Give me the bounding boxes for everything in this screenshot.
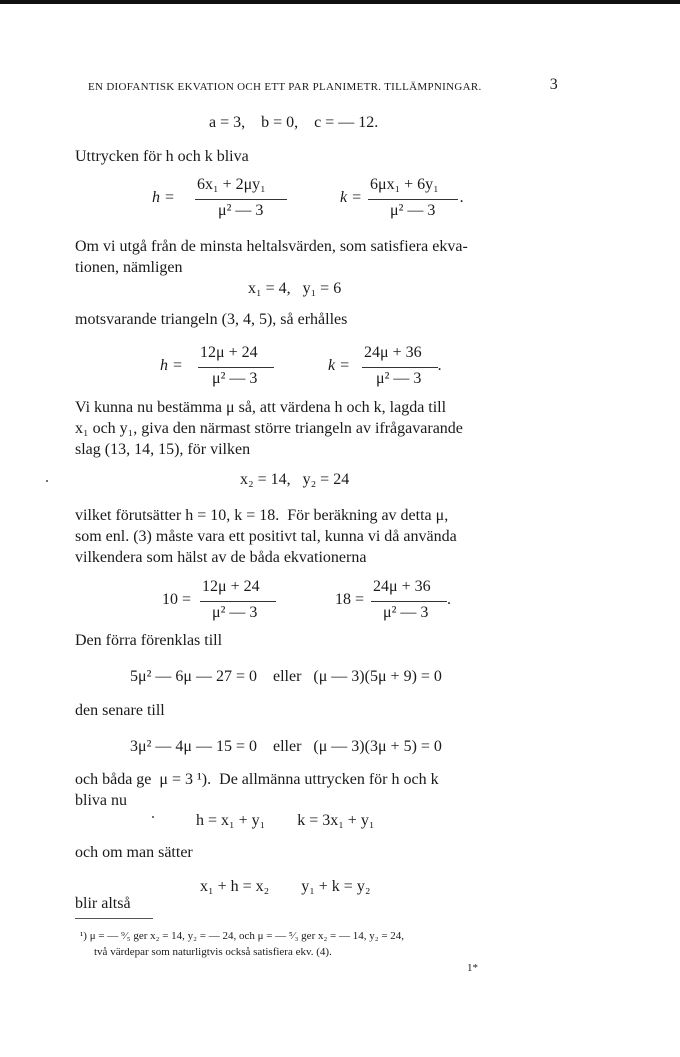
formula-denominator: μ² — 3 bbox=[212, 370, 258, 387]
equation-general-hk: h = x₁ + y₁ k = 3x₁ + y₁ bbox=[196, 812, 375, 829]
top-rule bbox=[0, 0, 680, 4]
equation-x2y2: x₂ = 14, y₂ = 24 bbox=[240, 471, 350, 488]
paragraph-4b: x₁ och y₁, giva den närmast större triangeln av ifrågavarande bbox=[75, 420, 463, 437]
formula-lhs: 10 = bbox=[162, 591, 192, 608]
formula-h-numeric bbox=[160, 344, 280, 390]
running-title: EN DIOFANTISK EKVATION OCH ETT PAR PLANIMETR. TILLÄMPNINGAR. bbox=[88, 81, 482, 93]
formula-numerator: 6x₁ + 2μy₁ bbox=[197, 176, 266, 193]
formula-lhs: h = bbox=[152, 189, 175, 206]
paragraph-2a: Om vi utgå från de minsta heltalsvärden, som satisfiera ekva- bbox=[75, 238, 468, 255]
formula-denominator: μ² — 3 bbox=[212, 604, 258, 621]
equation-x1y1: x₁ = 4, y₁ = 6 bbox=[248, 280, 342, 297]
paragraph-7: den senare till bbox=[75, 702, 165, 719]
paragraph-3: motsvarande triangeln (3, 4, 5), så erhålles bbox=[75, 311, 348, 328]
fraction-bar bbox=[198, 367, 274, 368]
paragraph-5c: vilkendera som hälst av de båda ekvationerna bbox=[75, 549, 367, 566]
formula-lhs: k = bbox=[328, 357, 350, 374]
formula-period: . bbox=[460, 189, 464, 206]
paragraph-10: blir altså bbox=[75, 895, 131, 912]
fraction-bar bbox=[195, 199, 287, 200]
formula-numerator: 24μ + 36 bbox=[373, 578, 431, 595]
equation-abc: a = 3, b = 0, c = — 12. bbox=[209, 114, 379, 131]
speck bbox=[46, 480, 48, 482]
paragraph-5a: vilket förutsätter h = 10, k = 18. För beräkning av detta μ, bbox=[75, 507, 449, 524]
formula-10 bbox=[162, 578, 282, 624]
paragraph-1: Uttrycken för h och k bliva bbox=[75, 148, 249, 165]
footnote-line-1: ¹) μ = — ⁹⁄₅ ger x₂ = 14, y₂ = — 24, och μ = — ⁵⁄₃ ger x₂ = — 14, y₂ = 24, bbox=[80, 930, 405, 942]
paragraph-4a: Vi kunna nu bestämma μ så, att värdena h och k, lagda till bbox=[75, 399, 447, 416]
paragraph-9: och om man sätter bbox=[75, 844, 193, 861]
paragraph-8b: bliva nu bbox=[75, 792, 127, 809]
paragraph-2b: tionen, nämligen bbox=[75, 259, 183, 276]
fraction-bar bbox=[200, 601, 276, 602]
formula-denominator: μ² — 3 bbox=[218, 202, 264, 219]
paragraph-8a: och båda ge μ = 3 ¹). De allmänna uttrycken för h och k bbox=[75, 771, 439, 788]
formula-h-general bbox=[152, 176, 292, 222]
formula-k-numeric bbox=[328, 344, 448, 390]
formula-18 bbox=[335, 578, 455, 624]
formula-denominator: μ² — 3 bbox=[383, 604, 429, 621]
footnote-line-2: två värdepar som naturligtvis också satisfiera ekv. (4). bbox=[94, 946, 332, 958]
formula-numerator: 6μx₁ + 6y₁ bbox=[370, 176, 439, 193]
formula-period: . bbox=[447, 591, 451, 608]
equation-quadratic-2: 3μ² — 4μ — 15 = 0 eller (μ — 3)(3μ + 5) = 0 bbox=[130, 738, 442, 755]
formula-numerator: 24μ + 36 bbox=[364, 344, 422, 361]
formula-numerator: 12μ + 24 bbox=[202, 578, 260, 595]
fraction-bar bbox=[371, 601, 447, 602]
speck bbox=[152, 816, 154, 818]
fraction-bar bbox=[362, 367, 438, 368]
formula-lhs: 18 = bbox=[335, 591, 365, 608]
formula-lhs: h = bbox=[160, 357, 183, 374]
formula-numerator: 12μ + 24 bbox=[200, 344, 258, 361]
formula-period: . bbox=[438, 357, 442, 374]
formula-k-general bbox=[340, 176, 470, 222]
fraction-bar bbox=[368, 199, 458, 200]
paragraph-5b: som enl. (3) måste vara ett positivt tal, kunna vi då använda bbox=[75, 528, 457, 545]
formula-denominator: μ² — 3 bbox=[376, 370, 422, 387]
page-number: 3 bbox=[549, 76, 558, 93]
paragraph-4c: slag (13, 14, 15), för vilken bbox=[75, 441, 251, 458]
equation-quadratic-1: 5μ² — 6μ — 27 = 0 eller (μ — 3)(5μ + 9) = 0 bbox=[130, 668, 442, 685]
formula-denominator: μ² — 3 bbox=[390, 202, 436, 219]
formula-lhs: k = bbox=[340, 189, 362, 206]
equation-sums: x₁ + h = x₂ y₁ + k = y₂ bbox=[200, 878, 371, 895]
paragraph-6: Den förra förenklas till bbox=[75, 632, 223, 649]
footnote-rule bbox=[75, 918, 153, 919]
signature-mark: 1* bbox=[467, 962, 478, 974]
